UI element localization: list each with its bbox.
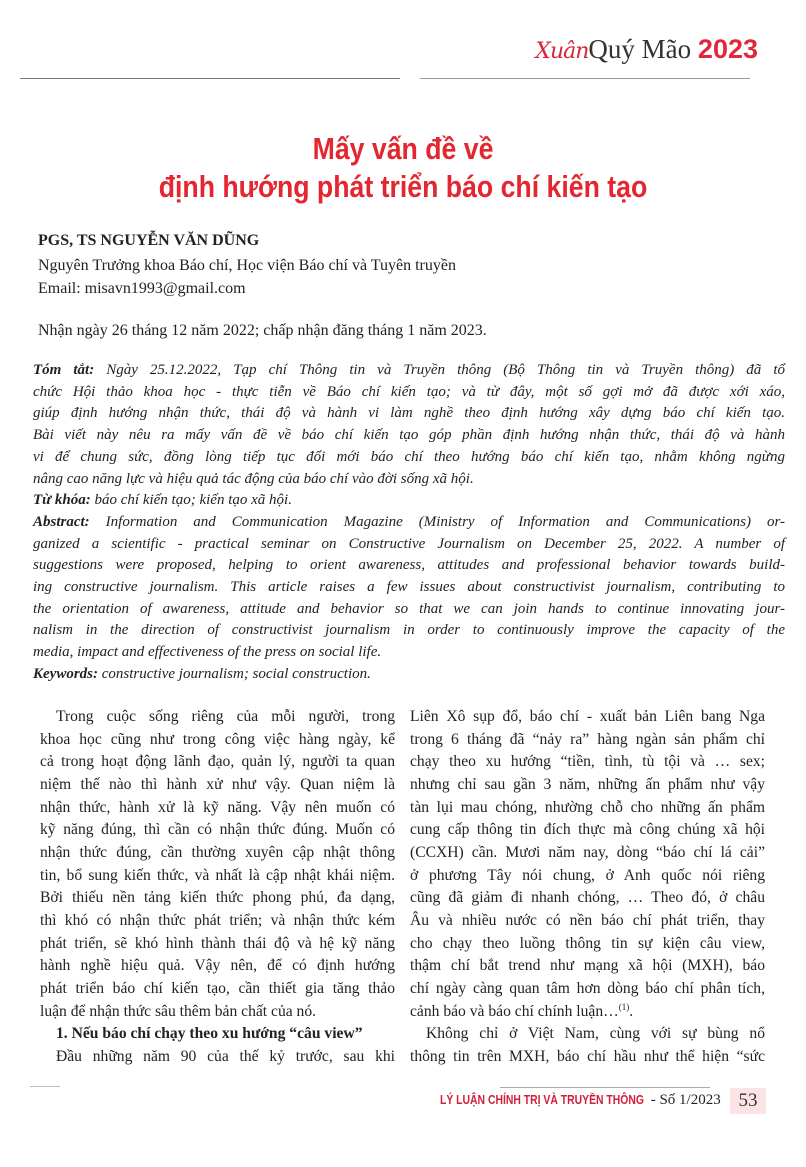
footer-rule <box>30 1086 60 1087</box>
body-line: luận để nhận thức sâu thêm bản chất của nó. <box>40 1002 317 1020</box>
body-line: cũng đã giảm đi nhanh chóng, … Theo đó, ở châu <box>410 889 765 907</box>
body-line: Liên Xô sụp đổ, báo chí - xuất bản Liên bang Nga <box>410 708 765 725</box>
body-line: chí ngày càng quan tâm hơn dòng báo chí phân tích, <box>410 980 765 998</box>
summary-line: Ngày 25.12.2022, Tạp chí Thông tin và Truyền thông (Bộ Thông tin và Truyền thông) đã tổ <box>94 362 785 378</box>
journal-name: LÝ LUẬN CHÍNH TRỊ VÀ TRUYỀN THÔNG <box>440 1092 644 1107</box>
summary-label: Tóm tắt: <box>33 362 95 378</box>
body-column-right <box>410 706 765 1069</box>
body-line: nhưng chỉ sau gần 3 năm, những ấn phẩm như vậy <box>410 776 765 794</box>
abstract-line: Information and Communication Magazine (Ministry of Information and Communications) or- <box>89 513 785 530</box>
issue-banner-year: 2023 <box>697 34 758 64</box>
abstract-line: ganized a scientific - practical seminar on Constructive Journalism on December 25, 2022. A number of <box>33 535 785 552</box>
body-line: nhận thức, hành xử là kỹ năng. Vậy nên muốn có <box>40 798 395 816</box>
summary-line: giúp định hướng nhận thức, thái độ và hành vi làm nghề theo định hướng xây dựng báo chí kiến tạo. <box>33 405 785 422</box>
body-line: Không chỉ ở Việt Nam, cùng với sự bùng nổ <box>426 1025 765 1043</box>
keywords-vi-label: Từ khóa: <box>33 492 91 509</box>
title-line: định hướng phát triển báo chí kiến tạo <box>158 169 648 204</box>
body-line: chạy theo xu hướng “tiền, tình, tù tội và … sex; <box>410 753 765 771</box>
issue-banner <box>535 34 758 65</box>
body-line: cung cấp thông tin đích thực mà công chúng xã hội <box>410 821 765 839</box>
issue-banner-name: Quý Mão <box>588 34 692 64</box>
abstract-block <box>33 360 785 686</box>
body-line: khoa học cũng như trong công việc hàng ngày, kể <box>40 730 395 748</box>
footnote-tail: . <box>629 1002 634 1020</box>
article-title <box>0 130 806 206</box>
issue-number: - Số 1/2023 <box>646 1092 721 1108</box>
body-line: thì khó có nhận thức phát triển; và nhận thức kém <box>40 912 395 930</box>
keywords-vi: báo chí kiến tạo; kiến tạo xã hội. <box>90 492 292 509</box>
body-column-left <box>40 706 395 1069</box>
abstract-label: Abstract: <box>33 513 90 530</box>
page-number: 53 <box>730 1088 766 1114</box>
body-line: ở phương Tây nói chung, ở Anh quốc nói riêng <box>410 866 765 884</box>
body-line: nhận thức đúng, cần thường xuyên cập nhật thông <box>40 844 395 862</box>
header-rule <box>20 78 400 79</box>
journal-footer <box>440 1092 721 1109</box>
author-email: Email: misavn1993@gmail.com <box>38 280 246 297</box>
title-line: Mấy vấn đề về <box>312 131 494 166</box>
body-line: thông tin trên MXH, báo chí hầu như thể hiện “sức <box>410 1048 765 1066</box>
keywords-en: constructive journalism; social construction. <box>98 665 371 682</box>
body-line: cảnh báo và báo chí chính luận…$^{(1)}$. <box>410 1001 634 1020</box>
footer-rule <box>500 1087 710 1088</box>
body-line: Trong cuộc sống riêng của mỗi người, trong <box>56 708 395 725</box>
abstract-line: ing constructive journalism. This article raises a few issues about constructivist journalism, contributing to <box>33 579 785 596</box>
summary-line: vi để chung sức, đồng lòng tiếp tục đổi mới báo chí theo hướng báo chí kiến tạo, nhằm không ngừng <box>33 448 785 465</box>
abstract-line: the orientation of awareness, attitude and behavior so that we can join hands to continue innovating jour- <box>33 600 785 617</box>
section-heading: 1. Nếu báo chí chạy theo xu hướng “câu view” <box>56 1025 363 1043</box>
body-line: phát triển, sẽ khó hình thành thái độ và hệ kỹ năng <box>40 934 395 952</box>
summary-line: Bài viết này nêu ra mấy vấn đề về báo chí kiến tạo góp phần định hướng nhận thức, thái độ và hành <box>33 427 785 444</box>
abstract-line: nalism in the direction of constructivist journalism in order to continuously improve the capacity of the <box>33 622 785 639</box>
body-line: thậm chí bắt trend như mạng xã hội (MXH), báo <box>410 957 765 975</box>
issue-banner-script: Xuân <box>535 39 589 64</box>
summary-line: chức Hội thảo khoa học - thực tiễn về Báo chí kiến tạo; và từ đây, một số gợi mở đã được xới xáo, <box>33 383 785 400</box>
body-line: hành nghề hiệu quả. Vậy nên, để có định hướng <box>40 957 395 975</box>
body-line: cho chạy theo luồng thông tin sự kiện câu view, <box>410 934 765 952</box>
body-line: niệm thế nào thì hành xử như vậy. Quan niệm là <box>40 776 395 794</box>
abstract-line: suggestions were proposed, helping to orient awareness, attitudes and professional behavior towards build- <box>33 557 785 574</box>
summary-line: nâng cao năng lực và hiệu quả tác động của báo chí vào đời sống xã hội. <box>33 470 474 487</box>
body-line: Đầu những năm 90 của thế kỷ trước, sau khi <box>56 1048 395 1066</box>
author-affiliation: Nguyên Trưởng khoa Báo chí, Học viện Báo chí và Tuyên truyền <box>38 257 456 274</box>
body-line: tin, bổ sung kiến thức, và nhất là cập nhật khái niệm. <box>40 866 395 884</box>
abstract-line: media, impact and effectiveness of the press on social life. <box>33 644 382 661</box>
keywords-en-label: Keywords: <box>33 665 98 682</box>
body-line: phát triển báo chí kiến tạo, cần thiết gia tăng thảo <box>40 980 395 998</box>
body-line: (CCXH) cần. Mươi năm nay, dòng “báo chí lá cải” <box>410 844 765 862</box>
header-rule-right <box>420 78 750 79</box>
body-line: Bởi thiếu nền tảng kiến thức phong phú, đa dạng, <box>40 889 395 907</box>
body-line: kỹ năng đúng, thì cần có nhận thức đúng. Muốn có <box>40 821 395 839</box>
body-line: cả trong hoạt động lãnh đạo, quản lý, người ta quan <box>40 753 395 771</box>
footnote-reference[interactable]: (1) <box>618 1001 630 1012</box>
body-line: trong 6 tháng đã “nảy ra” hàng ngàn sản phẩm chỉ <box>410 730 765 748</box>
body-line: tàn lụi mau chóng, nhường chỗ cho những ấn phẩm <box>410 798 765 816</box>
body-line: Âu và nhiều nước có nền báo chí phát triển, thay <box>410 912 765 930</box>
received-date: Nhận ngày 26 tháng 12 năm 2022; chấp nhận đăng tháng 1 năm 2023. <box>38 322 487 339</box>
author-name: PGS, TS NGUYỄN VĂN DŨNG <box>38 232 260 249</box>
